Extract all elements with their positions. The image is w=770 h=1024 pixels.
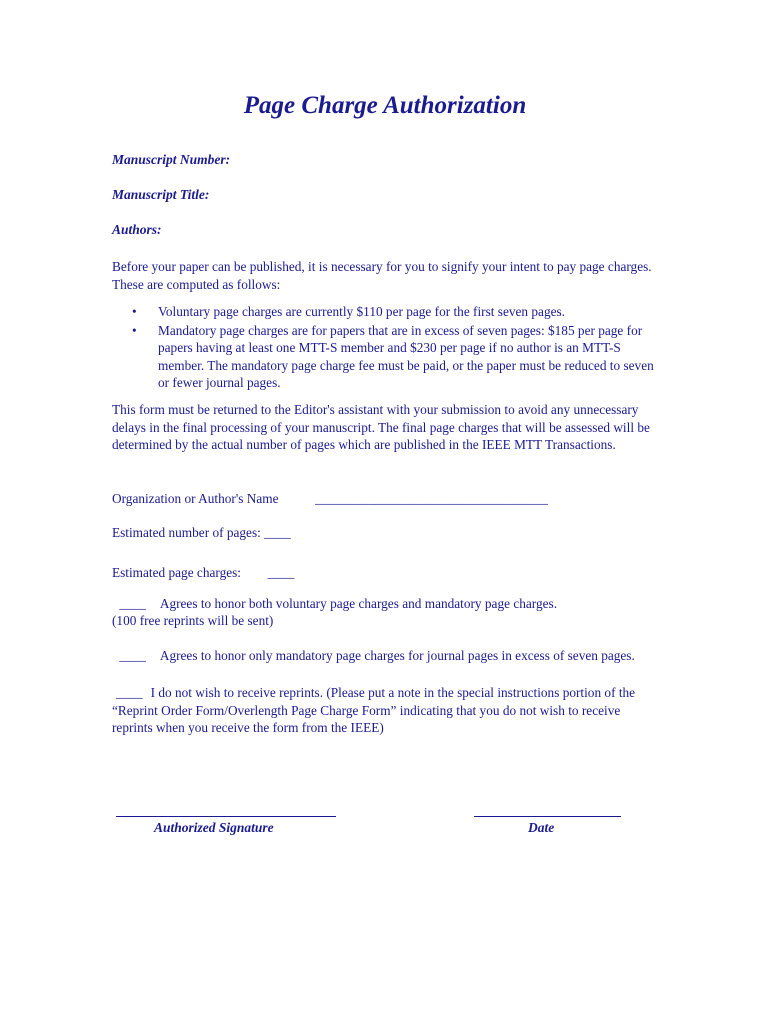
option-both-charges xyxy=(112,596,557,612)
organization-label: Organization or Author's Name xyxy=(112,491,279,506)
estimated-pages-blank[interactable]: ____ xyxy=(264,525,291,540)
option-mandatory-blank[interactable]: ____ xyxy=(119,648,146,663)
organization-blank[interactable]: ___________________________________ xyxy=(315,491,548,506)
option-no-reprints-blank[interactable]: ____ xyxy=(116,685,143,700)
organization-row xyxy=(112,491,548,507)
page-title: Page Charge Authorization xyxy=(243,92,527,119)
option-both-text: Agrees to honor both voluntary page charges and mandatory page charges. xyxy=(159,596,558,611)
option-both-note: (100 free reprints will be sent) xyxy=(112,613,274,628)
estimated-pages-row xyxy=(112,525,291,541)
manuscript-title-label: Manuscript Title: xyxy=(112,187,210,202)
charge-bullet-list xyxy=(112,303,660,393)
signature-line[interactable] xyxy=(116,815,336,817)
option-mandatory-text: Agrees to honor only mandatory page charges for journal pages in excess of seven pages. xyxy=(159,648,635,663)
list-item xyxy=(112,303,660,321)
option-both-blank[interactable]: ____ xyxy=(119,596,146,611)
date-line[interactable] xyxy=(474,815,621,817)
bullet-icon: • xyxy=(132,322,137,338)
manuscript-number-label: Manuscript Number: xyxy=(112,152,231,167)
bullet-icon: • xyxy=(132,304,137,319)
list-item xyxy=(112,322,660,392)
bullet-text-mandatory: Mandatory page charges are for papers that are in excess of seven pages: $185 per page for papers having at least one MTT-S member and $230 per page if no author is an MTT-S member. The mandatory page charge fee must be paid, or the paper must be reduced to seven or fewer journal pages. xyxy=(158,322,654,390)
estimated-charges-label: Estimated page charges: xyxy=(112,565,241,580)
estimated-charges-row xyxy=(112,565,294,581)
intro-paragraph: Before your paper can be published, it is necessary for you to signify your intent to pay page charges. These are computed as follows: xyxy=(112,259,652,292)
estimated-charges-blank[interactable]: ____ xyxy=(267,565,295,580)
authors-label: Authors: xyxy=(112,222,162,237)
bullet-text-voluntary: Voluntary page charges are currently $110 per page for the first seven pages. xyxy=(158,304,566,319)
authorized-signature-label: Authorized Signature xyxy=(154,820,274,835)
date-label: Date xyxy=(528,820,555,835)
option-no-reprints-text: I do not wish to receive reprints. (Please put a note in the special instructions portion of the “Reprint Order Form/Overlength Page Charge Form” indicating that you do not wish to receive reprints when you receive the form from the IEEE) xyxy=(112,685,636,735)
return-note-paragraph: This form must be returned to the Editor's assistant with your submission to avoid any unnecessary delays in the final processing of your manuscript. The final page charges that will be assessed will be determined by the actual number of pages which are published in the IEEE MTT Transactions. xyxy=(112,402,650,452)
option-no-reprints xyxy=(112,684,657,737)
option-mandatory-only xyxy=(112,648,635,664)
estimated-pages-label: Estimated number of pages: xyxy=(112,525,261,540)
